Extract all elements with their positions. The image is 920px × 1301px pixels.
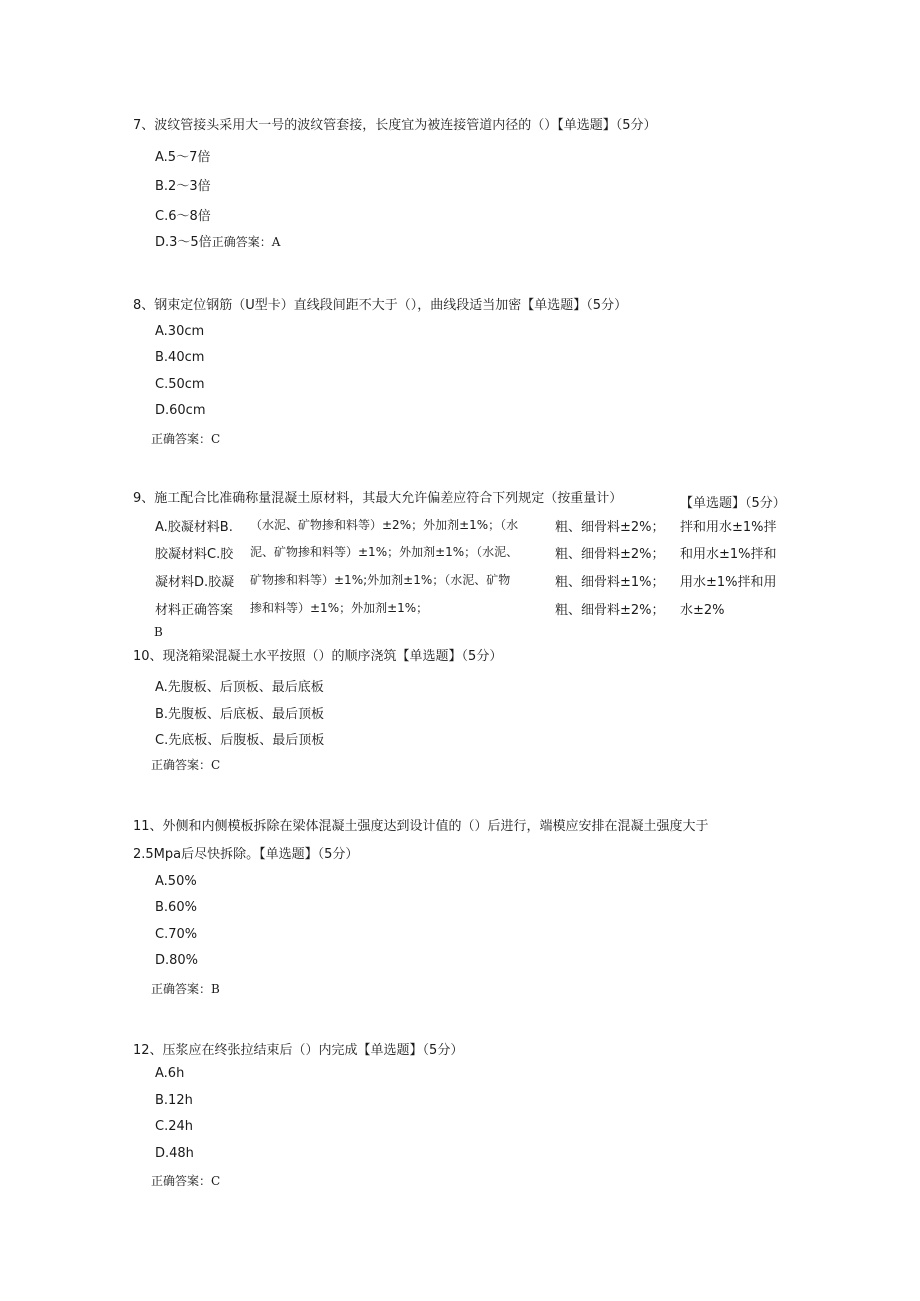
question-9-number: 9、 — [133, 491, 155, 506]
question-9-col1-row2: 胶凝材料C.胶 — [155, 547, 234, 562]
question-8-stem — [133, 294, 627, 313]
question-9-col4-row1: 拌和用水±1%拌 — [680, 520, 777, 535]
question-11-option-b: B.60% — [155, 900, 197, 915]
question-9-col2-row4: 掺和料等）±1%；外加剂±1%； — [250, 601, 429, 615]
question-11-option-d: D.80% — [155, 953, 199, 968]
question-11-option-a: A.50% — [155, 874, 197, 889]
question-10-option-c: C.先底板、后腹板、最后顶板 — [155, 733, 325, 748]
question-12-option-c: C.24h — [155, 1119, 193, 1134]
question-12-option-b: B.12h — [155, 1093, 193, 1108]
question-9-col1-row1: A.胶凝材料B. — [155, 520, 233, 535]
question-12-number: 12、 — [133, 1043, 163, 1058]
question-9-col2-row2: 泥、矿物掺和料等）±1%；外加剂±1%；（水泥、 — [250, 545, 519, 559]
question-8-option-c: C.50cm — [155, 377, 205, 392]
question-8-number: 8、 — [133, 298, 155, 313]
question-9-col3-row2: 粗、细骨料±2%； — [555, 547, 665, 562]
question-11-option-c: C.70% — [155, 927, 198, 942]
question-8-option-a: A.30cm — [155, 324, 205, 339]
question-12-text: 压浆应在终张拉结束后（）内完成【单选题】（5分） — [162, 1043, 464, 1058]
question-11-number: 11、 — [133, 819, 163, 834]
question-10-option-b: B.先腹板、后底板、最后顶板 — [155, 707, 325, 722]
question-9-col4-row2: 和用水±1%拌和 — [680, 547, 777, 562]
question-10-text: 现浇箱梁混凝土水平按照（）的顺序浇筑【单选题】（5分） — [162, 649, 503, 664]
question-10-number: 10、 — [133, 649, 163, 664]
question-9-col3-row4: 粗、细骨料±2%； — [555, 603, 665, 618]
question-7-option-d: D.3～5倍 — [155, 235, 212, 250]
question-9-col2-row1: （水泥、矿物掺和料等）±2%；外加剂±1%；（水 — [250, 518, 519, 532]
question-8-option-d: D.60cm — [155, 403, 206, 418]
question-9-col1-row3: 凝材料D.胶凝 — [155, 575, 235, 590]
question-9-tag: 【单选题】（5分） — [680, 496, 786, 511]
question-9-col4-row4: 水±2% — [680, 603, 725, 618]
question-7-option-d-line — [155, 231, 280, 250]
question-8-option-b: B.40cm — [155, 350, 205, 365]
question-7-number: 7、 — [133, 118, 155, 133]
question-11-answer: 正确答案：B — [151, 982, 220, 996]
question-7-option-c: C.6～8倍 — [155, 209, 211, 224]
question-7-option-a: A.5～7倍 — [155, 150, 211, 165]
question-12-answer: 正确答案：C — [151, 1174, 221, 1188]
question-9-stem — [133, 487, 622, 506]
question-12-option-a: A.6h — [155, 1066, 185, 1081]
question-7-text: 波纹管接头采用大一号的波纹管套接，长度宜为被连接管道内径的（）【单选题】（5分） — [154, 118, 657, 133]
question-9-col3-row1: 粗、细骨料±2%； — [555, 520, 665, 535]
question-12-option-d: D.48h — [155, 1146, 194, 1161]
question-12-stem — [133, 1039, 463, 1058]
question-11-stem-line1 — [133, 815, 709, 834]
question-7-stem — [133, 114, 657, 133]
question-8-text: 钢束定位钢筋（U型卡）直线段间距不大于（），曲线段适当加密【单选题】（5分） — [154, 298, 628, 313]
question-9-col1-row4: 材料正确答案 — [155, 603, 234, 618]
question-9-col2-row3: 矿物掺和料等）±1%;外加剂±1%；（水泥、矿物 — [250, 573, 511, 587]
question-11-text-line1: 外侧和内侧模板拆除在梁体混凝土强度达到设计值的（）后进行，端模应安排在混凝土强度大于 — [162, 819, 709, 834]
question-9-col3-row3: 粗、细骨料±1%； — [555, 575, 665, 590]
question-7-answer: 正确答案：A — [211, 235, 281, 249]
question-7-option-b: B.2～3倍 — [155, 179, 211, 194]
question-10-answer: 正确答案：C — [151, 758, 221, 772]
question-9-text: 施工配合比准确称量混凝土原材料，其最大允许偏差应符合下列规定（按重量计） — [154, 491, 623, 506]
question-11-text-line2: 2.5Mpa后尽快拆除。【单选题】（5分） — [133, 847, 359, 862]
question-10-option-a: A.先腹板、后顶板、最后底板 — [155, 680, 324, 695]
question-8-answer: 正确答案：C — [151, 432, 221, 446]
question-10-stem — [133, 645, 502, 664]
question-9-answer-letter: B — [154, 625, 163, 639]
question-9-col4-row3: 用水±1%拌和用 — [680, 575, 777, 590]
